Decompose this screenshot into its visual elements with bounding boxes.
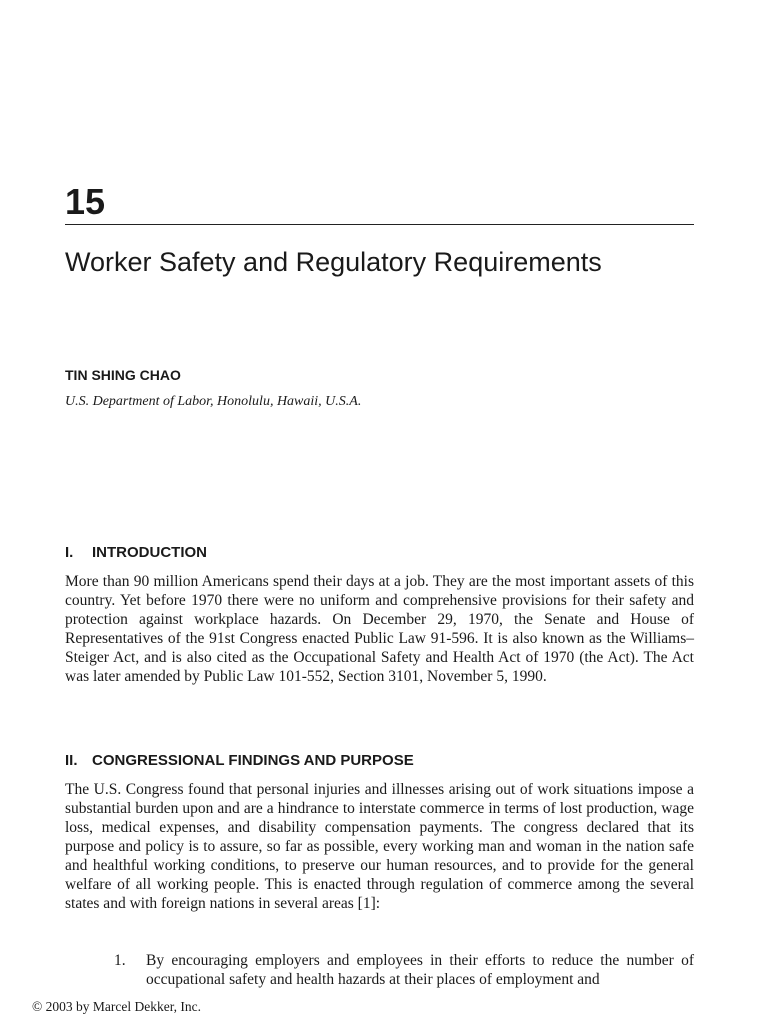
author-affiliation: U.S. Department of Labor, Honolulu, Hawaii, U.S.A. <box>65 394 362 409</box>
chapter-number: 15 <box>65 181 106 222</box>
chapter-rule <box>65 224 694 225</box>
section-number: II. <box>65 752 78 769</box>
introduction-paragraph: More than 90 million Americans spend their days at a job. They are the most important assets of this country. Yet before 1970 there were no uniform and comprehensive provisions for their safety and protection against workplace hazards. On December 29, 1970, the Senate and House of Representatives of the 91st Congress enacted Public Law 91-596. It is also known as the Williams–Steiger Act, and is also cited as the Occupational Safety and Health Act of 1970 (the Act). The Act was later amended by Public Law 101-552, Section 3101, November 5, 1990. <box>65 573 694 685</box>
findings-paragraph: The U.S. Congress found that personal injuries and illnesses arising out of work situations impose a substantial burden upon and are a hindrance to interstate commerce in terms of lost production, wage loss, medical expenses, and disability compensation payments. The congress declared that its purpose and policy is to assure, so far as possible, every working man and woman in the nation safe and healthful working conditions, to preserve our human resources, and to provide for the general welfare of all working people. This is enacted through regulation of commerce among the several states and with foreign nations in several areas [1]: <box>65 781 694 912</box>
author-name: TIN SHING CHAO <box>65 367 181 383</box>
copyright-notice: © 2003 by Marcel Dekker, Inc. <box>32 999 202 1014</box>
section-number: I. <box>65 544 74 561</box>
list-item <box>114 951 694 989</box>
section-title: CONGRESSIONAL FINDINGS AND PURPOSE <box>92 752 414 769</box>
section-heading-findings <box>65 752 414 770</box>
list-item-text: By encouraging employers and employees in their efforts to reduce the number of occupational safety and health hazards at their places of employment and <box>146 952 694 988</box>
section-title: INTRODUCTION <box>92 544 207 561</box>
section-heading-introduction <box>65 544 207 562</box>
chapter-title: Worker Safety and Regulatory Requirements <box>65 247 602 277</box>
list-item-number: 1. <box>114 952 126 969</box>
